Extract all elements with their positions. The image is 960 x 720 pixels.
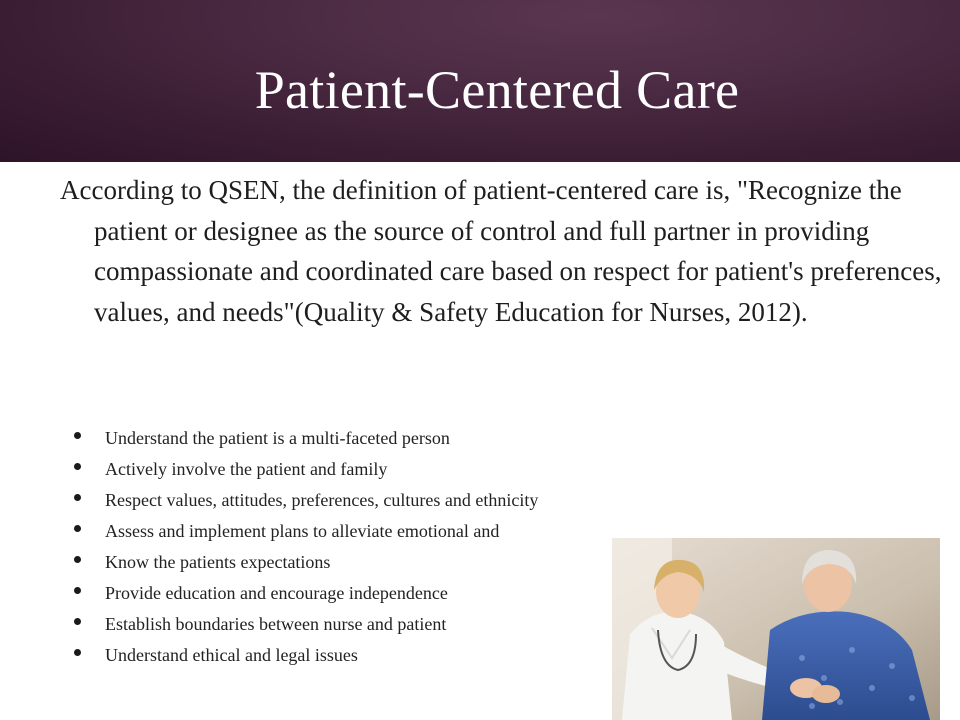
list-item [74,547,538,578]
bullet-text: Assess and implement plans to alleviate emotional and [105,521,500,541]
bullet-icon [74,494,81,501]
bullet-list [74,423,538,671]
bullet-text: Understand ethical and legal issues [105,645,358,665]
bullet-text: Understand the patient is a multi-faceted person [105,428,450,448]
bullet-text: Provide education and encourage independence [105,583,448,603]
bullet-icon [74,649,81,656]
slide-title: Patient-Centered Care [254,60,740,120]
list-item [74,516,538,547]
nurse-patient-photo [612,538,940,720]
photo-illustration [612,538,940,720]
bullet-text: Establish boundaries between nurse and patient [105,614,447,634]
bullet-text: Respect values, attitudes, preferences, cultures and ethnicity [105,490,539,510]
list-item [74,423,538,454]
bullet-icon [74,525,81,532]
bullet-icon [74,587,81,594]
list-item [74,454,538,485]
bullet-icon [74,463,81,470]
definition-paragraph: According to QSEN, the definition of patient-centered care is, "Recognize the patient or designee as the source of control and full partner in providing compassionate and coordinated care based on respect for patient's preferences, values, and needs"(Quality & Safety Education for Nurses, 2012). [60,175,942,327]
list-item [74,609,538,640]
bullet-icon [74,556,81,563]
list-item [74,485,538,516]
bullet-text: Actively involve the patient and family [105,459,388,479]
bullet-text: Know the patients expectations [105,552,331,572]
list-item [74,578,538,609]
bullet-icon [74,432,81,439]
bullet-icon [74,618,81,625]
list-item [74,640,538,671]
title-banner [0,0,960,162]
